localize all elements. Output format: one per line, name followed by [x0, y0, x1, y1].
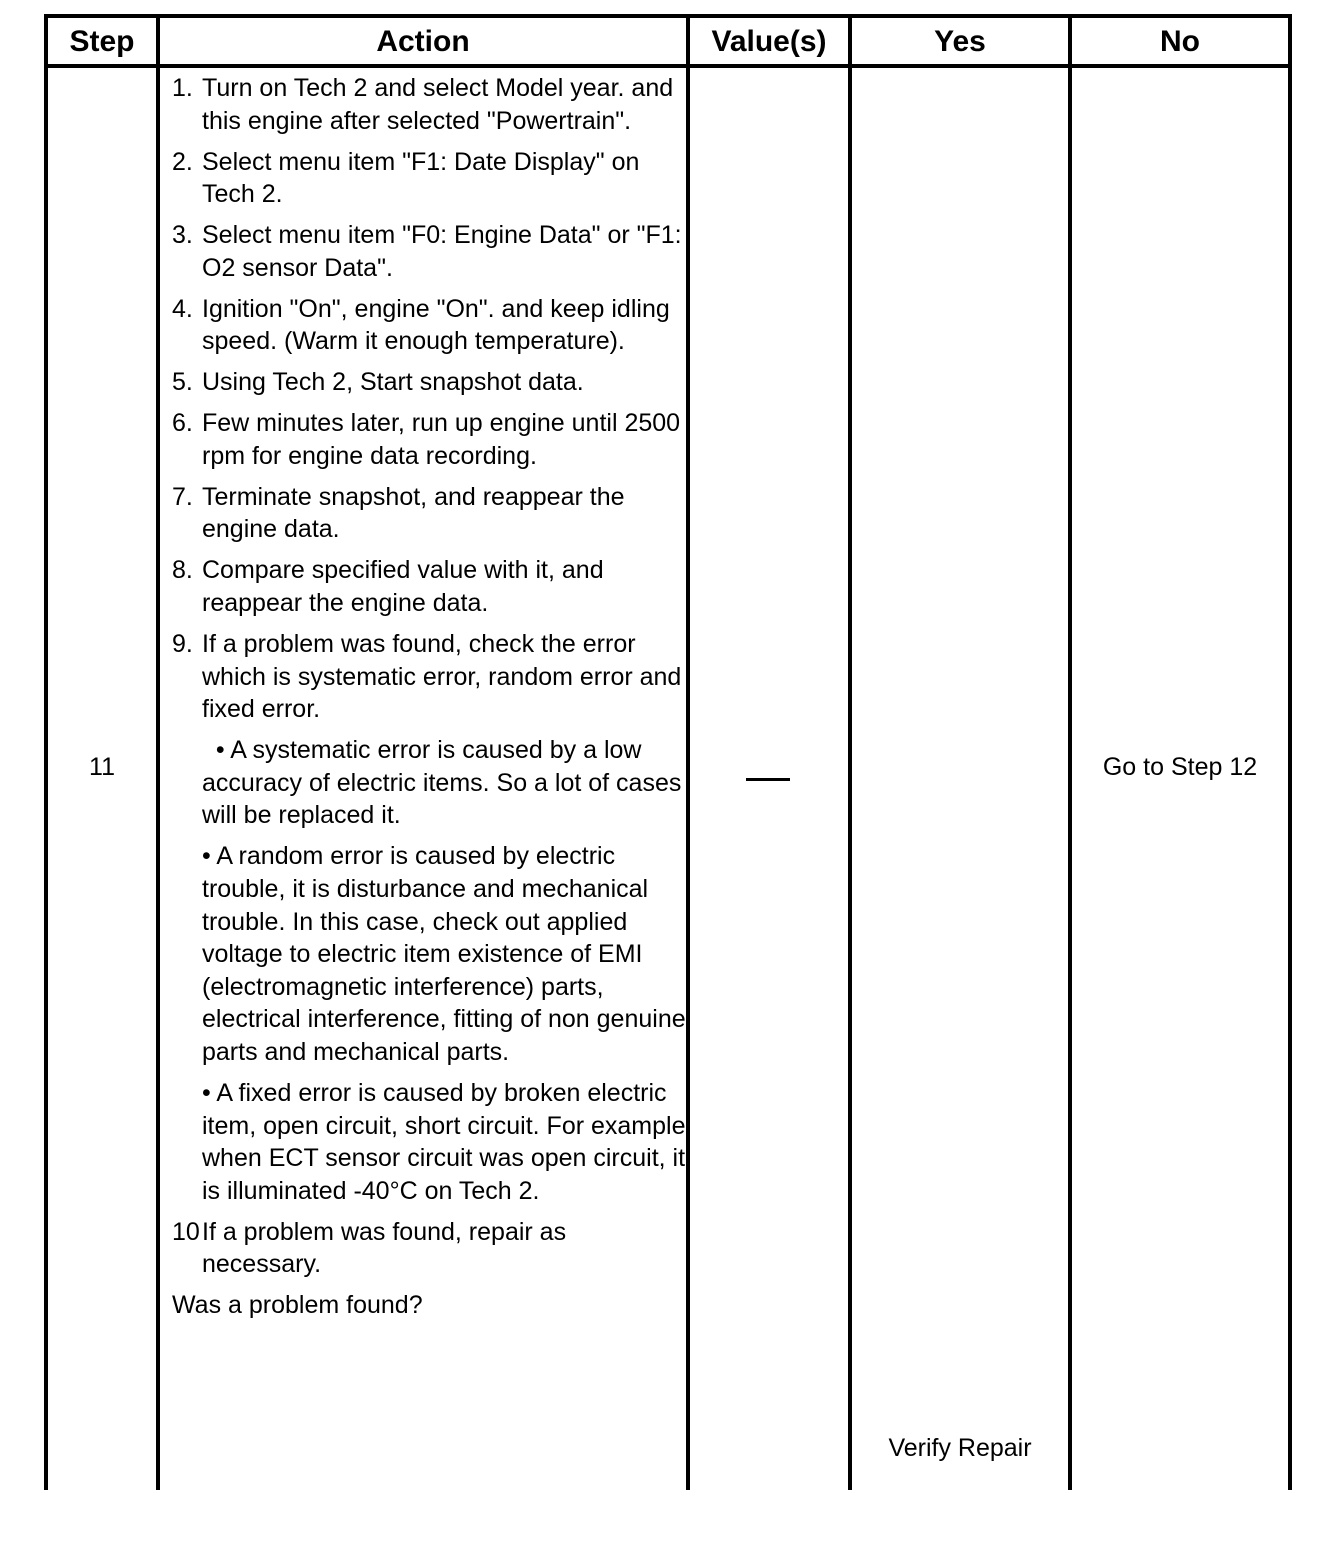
column-divider-step	[156, 14, 160, 1490]
header-step: Step	[69, 25, 135, 58]
action-item-4: 4. Ignition "On", engine "On". and keep idling speed. (Warm it enough temperature).	[172, 294, 670, 356]
table-border-right	[1288, 14, 1292, 1490]
bullet-systematic-error: • A systematic error is caused by a low accuracy of electric items. So a lot of cases will be replaced it.	[202, 736, 682, 830]
bullet-random-error: • A random error is caused by electric trouble, it is disturbance and mechanical trouble. In this case, check out applied voltage to electric item existence of EMI (electromagnetic interference) parts, electrical interference, fitting of non genuine parts and mechanical parts.	[202, 842, 686, 1066]
action-item-7: 7. Terminate snapshot, and reappear the engine data.	[172, 482, 625, 544]
bullet-fixed-error: • A fixed error is caused by broken electric item, open circuit, short circuit. For example when ECT sensor circuit was open circuit, it is illuminated -40°C on Tech 2.	[202, 1078, 686, 1205]
question-text: Was a problem found?	[172, 1291, 423, 1320]
step-number: 11	[89, 753, 115, 781]
header-action: Action	[376, 25, 470, 58]
header-yes: Yes	[934, 25, 986, 58]
header-no: No	[1160, 25, 1200, 58]
action-item-3: 3. Select menu item "F0: Engine Data" or "F1: O2 sensor Data".	[172, 221, 682, 282]
action-item-5: 5. Using Tech 2, Start snapshot data.	[172, 368, 584, 397]
diagnostic-table	[44, 14, 1292, 1490]
action-item-9: 9. If a problem was found, check the error which is systematic error, random error and fixed error.	[172, 630, 682, 724]
action-item-6: 6. Few minutes later, run up engine until 2500 rpm for engine data recording.	[172, 409, 681, 470]
yes-outcome: Verify Repair	[888, 1434, 1032, 1462]
header-values: Value(s)	[711, 25, 827, 58]
action-item-10: 10 If a problem was found, repair as necessary.	[172, 1217, 567, 1279]
action-list	[172, 72, 692, 1322]
column-divider-values	[848, 14, 852, 1490]
action-item-2: 2. Select menu item "F1: Date Display" on Tech 2.	[172, 147, 640, 209]
no-outcome: Go to Step 12	[1102, 753, 1258, 781]
values-empty-dash	[746, 778, 790, 781]
action-item-1: 1. Turn on Tech 2 and select Model year. and this engine after selected "Powertrain".	[172, 74, 674, 135]
action-item-8: 8. Compare specified value with it, and reappear the engine data.	[172, 556, 604, 618]
